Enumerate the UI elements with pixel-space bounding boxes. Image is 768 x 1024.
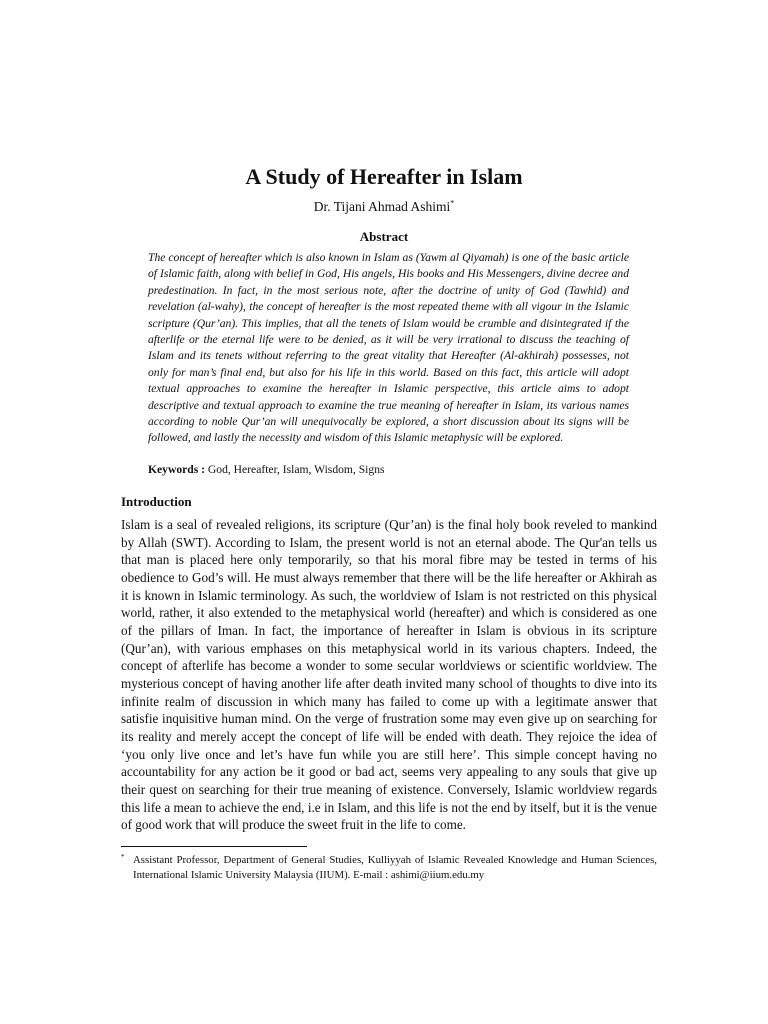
abstract-heading: Abstract xyxy=(359,229,409,244)
footnote-mark: * xyxy=(121,853,125,861)
introduction-text: Islam is a seal of revealed religions, its scripture (Qur’an) is the final holy book reveled to mankind by Allah (SWT). According to Islam, the present world is not an eternal abode. The Qur'an tells us that man is placed here only temporarily, so that his moral fibre may be tested in terms of his obedience to God’s will. He must always remember that there will be the life hereafter or Akhirah as it is known in Islamic terminology. As such, the worldview of Islam is not restricted on this physical world, rather, it also extended to the metaphysical world (hereafter) and which is considered as one of the pillars of Iman. In fact, the importance of hereafter in Islam is obvious in its scripture (Qur’an), with various emphases on this metaphysical world in its various chapters. Indeed, the concept of afterlife has become a wonder to some secular worldviews or scientific worldview. The mysterious concept of having another life after death invited many school of thoughts to dive into its infinite realm of discussion in which many has failed to come up with a legitimate answer that satisfie inquisitive human mind. On the verge of frustration some may even give up on searching for its reality and merely accept the concept of life will be ended with death. They rejoice the idea of ‘you only live once and let’s have fun while you are still here’. This simple concept having no accountability for any action be it good or bad act, seems very appealing to any souls that give up their quest on searching for their true meaning of existence. Conversely, Islamic worldview regards this life a mean to achieve the end, i.e in Islam, and this life is not the end by itself, but it is the venue of good work that will produce the sweet fruit in the life to come. xyxy=(121,517,657,833)
keywords-line xyxy=(148,462,629,478)
keywords-list: God, Hereafter, Islam, Wisdom, Signs xyxy=(207,463,385,476)
footnote-text: Assistant Professor, Department of General Studies, Kulliyyah of Islamic Revealed Knowledge and Human Sciences, International Islamic University Malaysia (IIUM). E-mail : ashimi@iium.edu.my xyxy=(133,854,657,881)
footnote xyxy=(121,853,657,883)
author-name: Dr. Tijani Ahmad Ashimi xyxy=(313,199,451,214)
paper-title: A Study of Hereafter in Islam xyxy=(245,164,523,189)
abstract-text: The concept of hereafter which is also known in Islam as (Yawm al Qiyamah) is one of the basic article of Islamic faith, along with belief in God, His angels, His books and His Messengers, divine decree and predestination. In fact, in the most serious note, after the doctrine of unity of God (Tawhid) and revelation (al-wahy), the concept of hereafter is the most repeated theme with all vigour in the Islamic scripture (Qur’an). This implies, that all the tenets of Islam would be crumble and disintegrated if the afterlife or the eternal life were to be denied, as it will be very irrational to discuss the teaching of Islam and its tenets without referring to the great vitality that Hereafter (Al-akhirah) possesses, not only for man’s final end, but also for his life in this world. Based on this fact, this article will adopt textual approaches to examine the hereafter in Islamic perspective, this article aims to adopt descriptive and textual approach to examine the true meaning of hereafter in Islam, its various names according to noble Qur’an will unequivocally be explored, a short discussion about its signs will be followed, and lastly the necessity and wisdom of this Islamic metaphysic will be explored. xyxy=(148,251,629,445)
keywords-label: Keywords : xyxy=(148,463,205,476)
author-footnote-mark: * xyxy=(450,198,455,208)
author-line xyxy=(0,198,768,216)
footnote-divider xyxy=(121,846,307,847)
introduction-heading: Introduction xyxy=(121,494,192,509)
